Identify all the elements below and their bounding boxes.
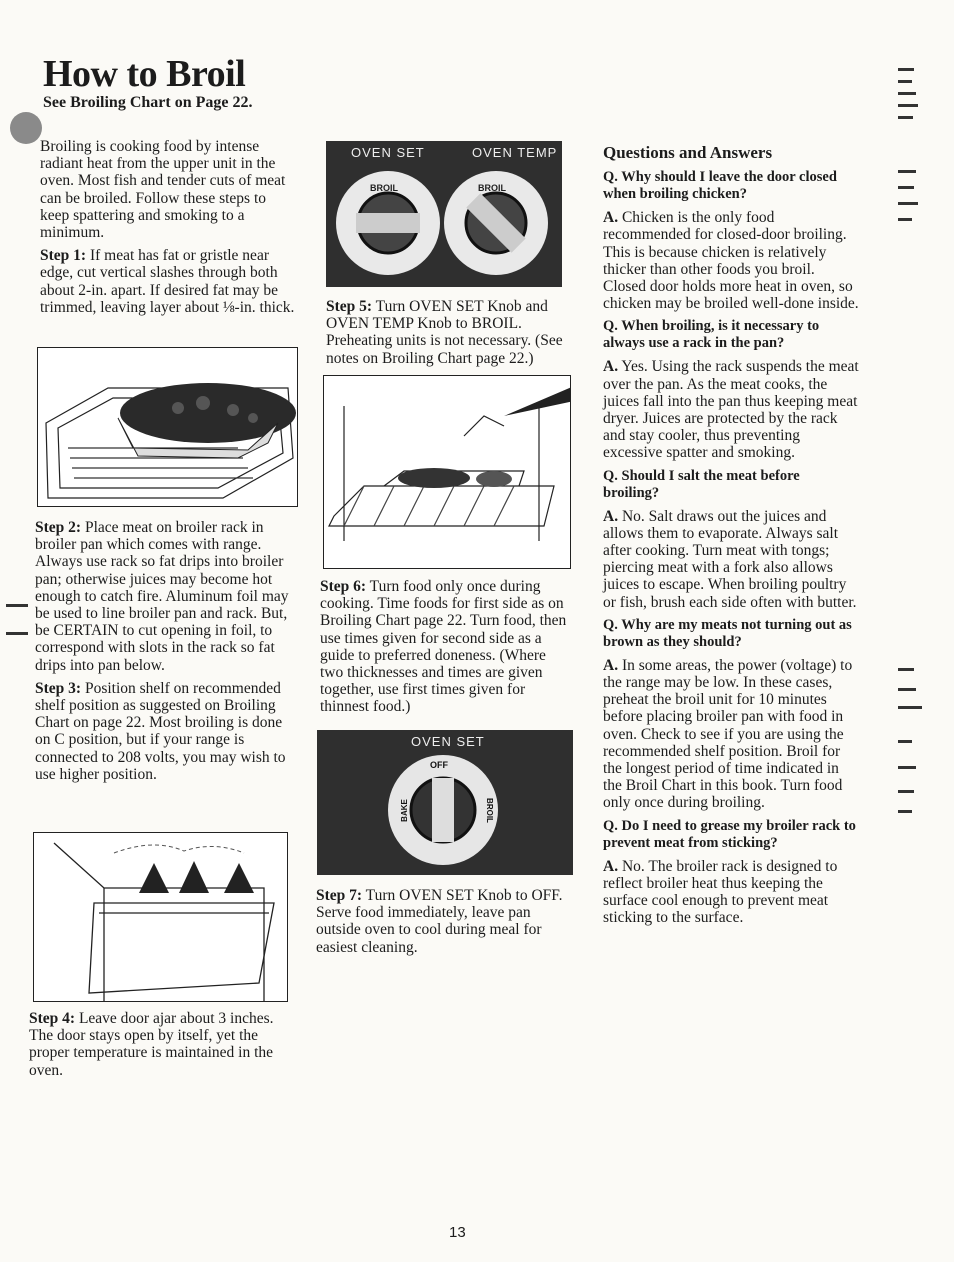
step4-label: Step 4: [29, 1010, 76, 1027]
step5-text: Turn OVEN SET Knob and OVEN TEMP Knob to BROIL. Preheating units is not necessary. (See notes on Broiling Chart page 22.) [326, 298, 563, 367]
qa-column [603, 144, 859, 933]
step1-paragraph [40, 247, 295, 316]
oven-temp-label: OVEN TEMP [472, 145, 558, 160]
step5-label: Step 5: [326, 298, 373, 315]
oven-set-label: OVEN SET [351, 145, 425, 160]
step1-label: Step 1: [40, 247, 87, 265]
step7-paragraph [316, 887, 568, 956]
oven-door-ajar-illustration [33, 832, 288, 1002]
answer-4: A. In some areas, the power (voltage) to the range may be low. In these cases, preheat the broil unit for 10 minutes before placing broiler pan with food in oven. Check to see if you are using the recommended shelf position. Broil for the longest period of time indicated in the Broil Chart in this book. Turn food only once during broiling. [603, 656, 853, 812]
margin-arrow-mark [6, 604, 28, 607]
knob-left-broil-text: BROIL [370, 183, 398, 193]
bake-text: BAKE [399, 799, 409, 822]
oven-set-off-label: OVEN SET [411, 734, 485, 749]
answer-1: A. Chicken is the only food recommended for closed-door broiling. This is because chicken is relatively thicker than other foods you broil. Closed door holds more heat in oven, so chicken may be broiled well-done inside. [603, 209, 859, 313]
step2-text: Place meat on broiler rack in broiler pan which comes with range. Always use rack so fat drips into broiler pan; otherwise juices may become hot enough to catch fire. Aluminum foil may be used to line broiler pan and rack. But, be CERTAIN to cut opening in foil, to correspond with slots in the rack so fat drips into pan below. [35, 519, 289, 674]
left-column-bottom [29, 1010, 287, 1085]
step4-paragraph [29, 1010, 287, 1079]
oven-knobs-panel [326, 141, 562, 287]
knob-right-broil-text: BROIL [478, 183, 506, 193]
step3-text: Position shelf on recommended shelf position as suggested on Broiling Chart on page 22. Most broiling is done on C position, but if your range is connected to 208 volts, you may wish to use higher position. [35, 679, 286, 783]
step6-text: Turn food only once during cooking. Time foods for first side as on Broiling Chart page 22. Turn food, then use times given for second side as a guide to preferred doneness. (Where two thicknesses and times are given together, use first times given for thinnest food.) [320, 578, 567, 716]
question-1: Q. Why should I leave the door closed when broiling chicken? [603, 169, 837, 203]
step7-label: Step 7: [316, 887, 363, 904]
page-title: How to Broil [43, 53, 246, 95]
step3-paragraph [35, 680, 293, 783]
page-number: 13 [449, 1224, 466, 1241]
answer-3: A. No. Salt draws out the juices and allows them to evaporate. Always salt after cooking. Turn meat with tongs; piercing meat with a fork also allows juices to escape. When broiling poultry or fish, brush each side often with butter. [603, 507, 857, 611]
step4-text: Leave door ajar about 3 inches. The door stays open by itself, yet the proper temperature is maintained in the oven. [29, 1010, 274, 1079]
step7-block [316, 887, 568, 962]
step5-block [326, 298, 576, 373]
intro-paragraph: Broiling is cooking food by intense radiant heat from the upper unit in the oven. Most fish and tender cuts of meat can be broiled. Follow these steps to keep spattering and smoking to a minimum. [40, 138, 286, 242]
step6-block [320, 578, 572, 722]
step7-text: Turn OVEN SET Knob to OFF. Serve food immediately, leave pan outside oven to cool during meal for easiest cleaning. [316, 887, 563, 956]
page-subtitle: See Broiling Chart on Page 22. [43, 94, 253, 111]
turning-food-illustration [323, 375, 571, 569]
answer-2: A. Yes. Using the rack suspends the meat over the pan. As the meat cooks, the juices fall into the pan thus keeping meat dryer. Juices are protected by the rack and stay cooler, thus preventing excessive spatter and smoking. [603, 358, 859, 462]
qa-heading: Questions and Answers [603, 143, 773, 162]
step1-text: If meat has fat or gristle near edge, cut vertical slashes through both about 2-in. apart. If desired fat may be trimmed, leaving layer about ⅛-in. thick. [40, 247, 295, 316]
left-column-top [40, 138, 295, 322]
oven-off-knob-panel [317, 730, 573, 875]
off-text: OFF [430, 760, 448, 770]
step3-label: Step 3: [35, 679, 82, 697]
bullet-dot-icon [10, 112, 42, 144]
broiler-pan-illustration [37, 347, 298, 507]
question-4: Q. Why are my meats not turning out as brown as they should? [603, 616, 852, 650]
answer-5: A. No. The broiler rack is designed to reflect broiler heat thus keeping the surface cool enough to prevent meat sticking to the surface. [603, 857, 838, 927]
step6-paragraph [320, 578, 572, 716]
step6-label: Step 6: [320, 578, 367, 595]
left-column-mid [35, 519, 293, 789]
step5-paragraph [326, 298, 576, 367]
question-3: Q. Should I salt the meat before broiling? [603, 467, 800, 501]
step2-paragraph [35, 519, 293, 674]
step2-label: Step 2: [35, 519, 82, 536]
question-5: Q. Do I need to grease my broiler rack to prevent meat from sticking? [603, 817, 856, 851]
question-2: Q. When broiling, is it necessary to always use a rack in the pan? [603, 318, 820, 352]
broil-text: BROIL [484, 798, 494, 823]
margin-arrow-mark [6, 632, 28, 635]
